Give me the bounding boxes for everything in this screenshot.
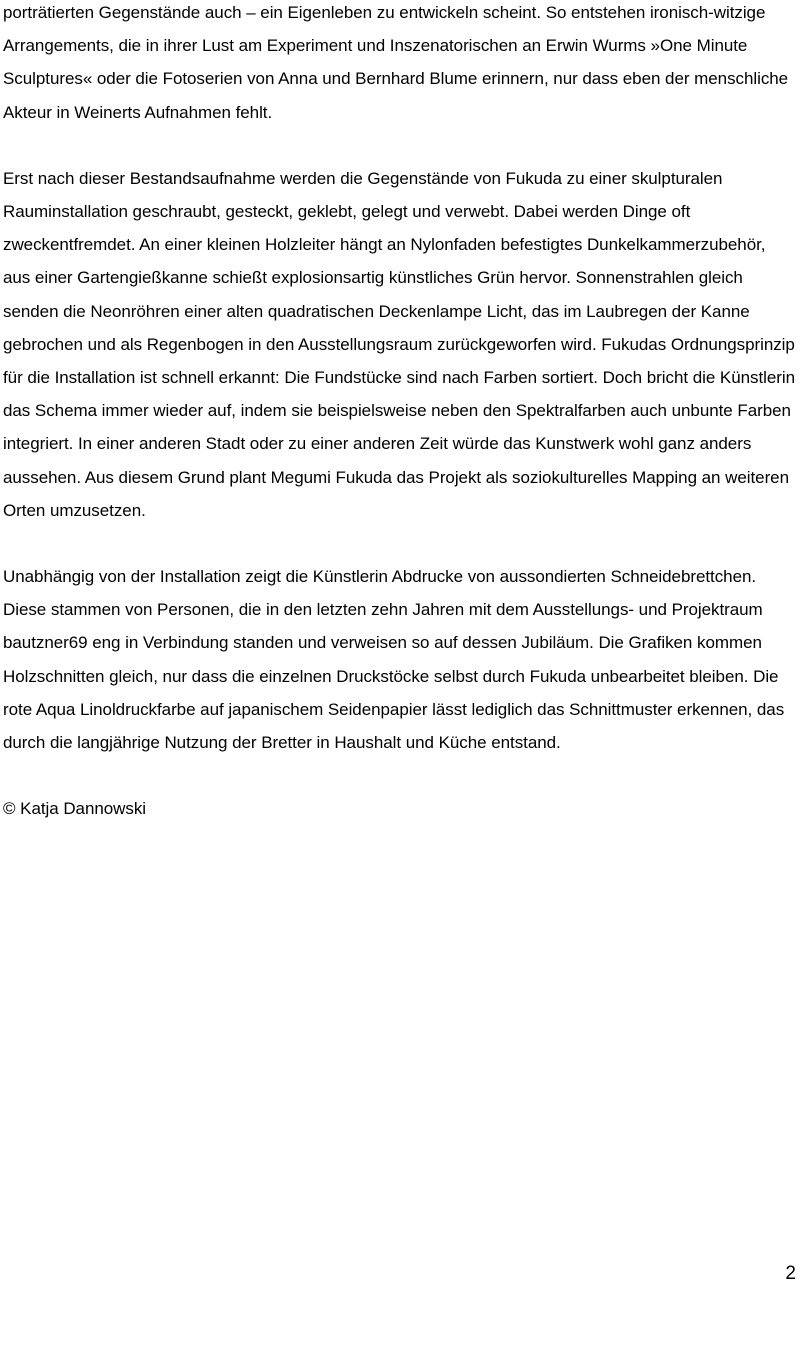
copyright-line: © Katja Dannowski bbox=[3, 799, 147, 819]
paragraph-1: porträtierten Gegenstände auch – ein Eigenleben zu entwickeln scheint. So entstehen ironisch-witzige Arrangements, die in ihrer Lust am Experiment und Inszenatorischen an Erwin Wurms »One Minute Sculptures« oder die Fotoserien von Anna und Bernhard Blume erinnern, nur dass eben der menschliche Akteur in Weinerts Aufnahmen fehlt. bbox=[3, 3, 789, 122]
document-body bbox=[3, 0, 797, 858]
paragraph-3: Unabhängig von der Installation zeigt die Künstlerin Abdrucke von aussondierten Schneidebrettchen. Diese stammen von Personen, die in den letzten zehn Jahren mit dem Ausstellungs- und Projektraum bautzner69 eng in Verbindung standen und verweisen so auf dessen Jubiläum. Die Grafiken kommen Holzschnitten gleich, nur dass die einzelnen Druckstöcke selbst durch Fukuda unbearbeitet bleiben. Die rote Aqua Linoldruckfarbe auf japanischem Seidenpapier lässt lediglich das Schnittmuster erkennen, das durch die langjährige Nutzung der Bretter in Haushalt und Küche entstand. bbox=[3, 567, 785, 753]
page-number: 2 bbox=[785, 1263, 796, 1284]
paragraph-2: Erst nach dieser Bestandsaufnahme werden die Gegenstände von Fukuda zu einer skulpturalen Rauminstallation geschraubt, gesteckt, geklebt, gelegt und verwebt. Dabei werden Dinge oft zweckentfremdet. An einer kleinen Holzleiter hängt an Nylonfaden befestigtes Dunkelkammerzubehör, aus einer Gartengießkanne schießt explosionsartig künstliches Grün hervor. Sonnenstrahlen gleich senden die Neonröhren einer alten quadratischen Deckenlampe Licht, das im Laubregen der Kanne gebrochen und als Regenbogen in den Ausstellungsraum zurückgeworfen wird. Fukudas Ordnungsprinzip für die Installation ist schnell erkannt: Die Fundstücke sind nach Farben sortiert. Doch bricht die Künstlerin das Schema immer wieder auf, indem sie beispielsweise neben den Spektralfarben auch unbunte Farben integriert. In einer anderen Stadt oder zu einer anderen Zeit würde das Kunstwerk wohl ganz anders aussehen. Aus diesem Grund plant Megumi Fukuda das Projekt als soziokulturelles Mapping an weiteren Orten umzusetzen. bbox=[3, 168, 796, 520]
